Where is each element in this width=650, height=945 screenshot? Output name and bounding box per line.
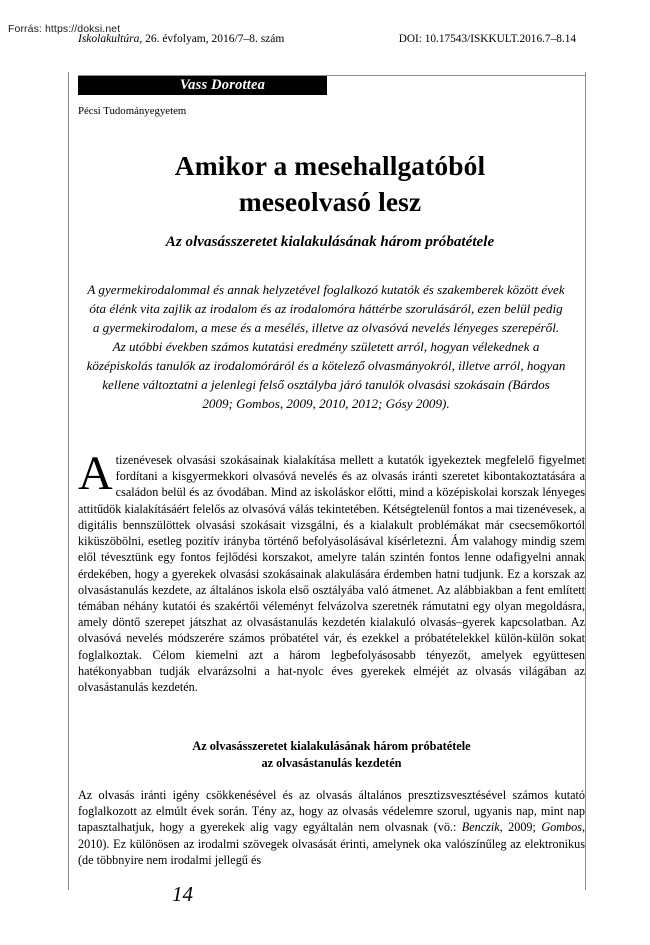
author-affiliation: Pécsi Tudományegyetem <box>78 105 187 117</box>
running-head-journal-info <box>78 33 284 45</box>
body-paragraph <box>78 447 585 695</box>
page-frame-left-rule <box>68 72 69 890</box>
page-frame-right-rule <box>585 72 586 890</box>
citation-author-benczik: Benczik <box>461 820 500 835</box>
article-title-line-1: Amikor a mesehallgatóból <box>174 150 486 181</box>
source-watermark: Forrás: https://doksi.net <box>8 23 121 35</box>
drop-cap: A <box>78 447 113 500</box>
section-heading-line-1: Az olvasásszeretet kialakulásának három próbatétele <box>192 739 471 753</box>
closing-text-part-1: Az olvasás iránti igény csökkenésével és az olvasás általános presztizsvesztésével számos kutató foglalkozott az elmúlt évek során. Tény az, hogy az olvasás védelemre szorul, ugyanis nap, mint nap tapasztalhatjuk, hogy a gyerekek alig vagy egyáltalán nem olvasnak (vö.: <box>78 788 585 835</box>
article-title <box>85 148 575 221</box>
closing-text-part-3: , 2010). Ez különösen az irodalmi szövegek olvasását érinti, amelynek oka valószínűleg az elektronikus (de többnyire nem irodalmi jellegű és <box>78 820 585 867</box>
closing-paragraph <box>78 787 585 868</box>
doi-text: DOI: 10.17543/ISKKULT.2016.7–8.14 <box>398 33 576 45</box>
article-title-line-2: meseolvasó lesz <box>238 186 422 218</box>
page-number: 14 <box>172 882 193 906</box>
citation-author-gombos: Gombos <box>541 820 582 835</box>
section-heading-line-2: az olvasástanulás kezdetén <box>261 755 402 770</box>
abstract-paragraph: A gyermekirodalommal és annak helyzetével foglalkozó kutatók és szakemberek között évek óta élénk vita zajlik az irodalom és az irodalomóra háttérbe szorulásáról, ezen belül pedig a gyermekirodalom, a mese és a mesélés, illetve az olvasóvá nevelés lényeges szerepéről. Az utóbbi években számos kutatási eredmény született arról, hogyan vélekednek a középiskolás tanulók az irodalomóráról és a kötelező olvasmányokról, illetve arról, hogyan kellene változtatni a jelenlegi felső osztályba járó tanulók olvasási szokásain (Bárdos 2009; Gombos, 2009, 2010, 2012; Gósy 2009). <box>86 282 566 411</box>
running-head <box>78 33 578 45</box>
journal-name: Iskolakultúra <box>78 33 140 45</box>
author-banner <box>78 76 327 95</box>
body-paragraph-text: tizenévesek olvasási szokásainak kialakítása mellett a kutatók igyekeztek megfelelő figyelmet fordítani a kisgyermekkori olvasóvá nevelés és az olvasás iránti szeretet kibontakoztatására a családon belül és az óvodában. Mind az iskoláskor előtti, mind a középiskolai korszak lényeges attitűdök kialakításáért felelős az olvasóvá válás tekintetében. Kétségtelenül fontos a mai tizenévesek, a digitális bennszülöttek olvasási szokásait vizsgálni, és a kialakult problémákat már csecsemőkortól kiküszöbölni, esetleg pozitív irányba történő befolyásolásával kísérletezni. Ám valahogy mindig szem elől tévesztünk egy fontos fejlődési korszakot, amelyre talán szintén fontos lenne odafigyelni annak érdekében, hogy a gyerekek olvasási szokásainak alakulására érdemben hatni tudjunk. Ez a korszak az olvasástanulás kezdete, az általános iskola első osztályába való átmenet. Az alábbiakban a fent említett témában néhány kutatói és szakértői véleményt felvázolva szeretnék rámutatni egy olyan megoldásra, amely döntő szerepet játszhat az olvasástanulás kezdetén kialakuló olvasás–gyerek kapcsolatban. Az olvasóvá nevelés módszerére számos próbatétel vár, és ezekkel a próbatételekkel külön-külön sokat foglalkoztak. Célom kiemelni azt a három legbefolyásosabb tényezőt, amelyek együttesen hatékonyabban tudják elvarázsolni a hat-nyolc éves gyerekek elméjét az olvasás világában az olvasástanulás kezdetén. <box>78 453 585 695</box>
title-block <box>85 148 575 251</box>
journal-issue: , 26. évfolyam, 2016/7–8. szám <box>139 33 285 45</box>
closing-text-part-2: , 2009; <box>499 820 542 835</box>
author-name: Vass Dorottea <box>179 77 266 93</box>
section-heading <box>78 738 585 772</box>
article-subtitle: Az olvasásszeretet kialakulásának három próbatétele <box>165 233 495 250</box>
